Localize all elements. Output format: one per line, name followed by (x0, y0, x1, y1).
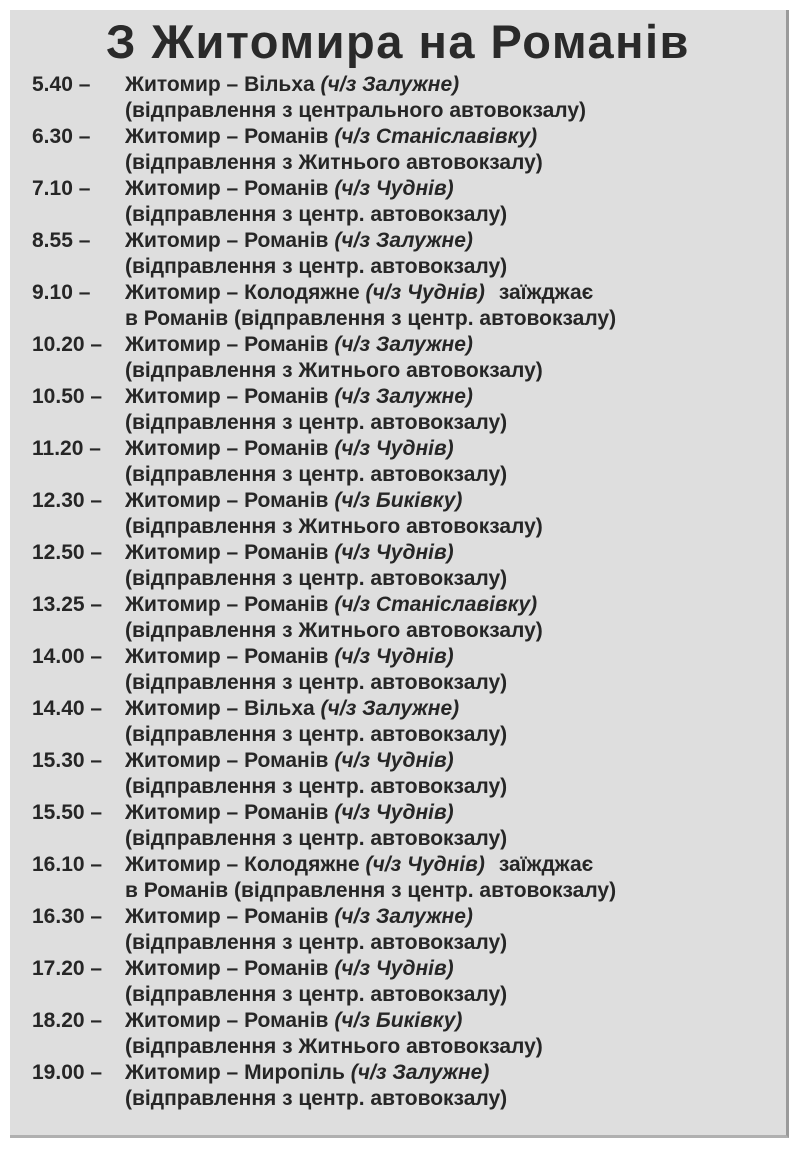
route-name: Житомир – Романів (125, 125, 329, 148)
departure-note: (відправлення з центрального автовокзалу) (125, 99, 587, 122)
departure-row (32, 956, 782, 1008)
route-name: Житомир – Колодяжне (125, 281, 360, 304)
departure-row (32, 644, 782, 696)
route-name: Житомир – Романів (125, 801, 329, 824)
route-line (125, 956, 454, 982)
route-via: (ч/з Залужне) (320, 73, 460, 96)
departure-row (32, 1060, 782, 1112)
departure-time: 16.10 – (32, 853, 103, 876)
departure-note: (відправлення з центр. автовокзалу) (125, 203, 508, 226)
route-via: (ч/з Залужне) (334, 905, 473, 928)
route-via: (ч/з Залужне) (334, 385, 473, 408)
departure-row (32, 280, 782, 332)
departure-note: (відправлення з Житнього автовокзалу) (125, 515, 543, 538)
departure-time: 7.10 – (32, 177, 91, 200)
route-line (125, 644, 454, 670)
departure-note: (відправлення з центр. автовокзалу) (125, 931, 508, 954)
route-line (125, 176, 454, 202)
route-line (125, 384, 473, 410)
route-via: (ч/з Залужне) (320, 697, 460, 720)
departure-note: (відправлення з центр. автовокзалу) (125, 463, 508, 486)
departure-time: 10.20 – (32, 333, 103, 356)
route-line (125, 904, 473, 930)
departure-note: (відправлення з центр. автовокзалу) (125, 1087, 508, 1110)
departure-note: в Романів (відправлення з центр. автовокзалу) (125, 879, 617, 902)
route-via: (ч/з Чуднів) (334, 541, 454, 564)
route-line (125, 332, 473, 358)
route-line (125, 852, 593, 878)
departure-note: (відправлення з центр. автовокзалу) (125, 411, 508, 434)
departure-row (32, 748, 782, 800)
departure-row (32, 488, 782, 540)
departure-time: 15.30 – (32, 749, 103, 772)
departure-time: 12.30 – (32, 489, 103, 512)
route-via: (ч/з Чуднів) (365, 281, 485, 304)
departure-time: 18.20 – (32, 1009, 103, 1032)
departure-note: в Романів (відправлення з центр. автовокзалу) (125, 307, 617, 330)
departure-time: 6.30 – (32, 125, 91, 148)
route-line (125, 72, 459, 98)
route-via: (ч/з Чуднів) (334, 957, 454, 980)
route-name: Житомир – Вільха (125, 697, 315, 720)
route-line (125, 228, 473, 254)
route-line (125, 124, 537, 150)
departure-row (32, 904, 782, 956)
route-name: Житомир – Колодяжне (125, 853, 360, 876)
departure-time: 14.40 – (32, 697, 103, 720)
route-name: Житомир – Миропіль (125, 1061, 345, 1084)
departure-row (32, 228, 782, 280)
route-line (125, 540, 454, 566)
route-line (125, 696, 459, 722)
departure-note: (відправлення з Житнього автовокзалу) (125, 359, 543, 382)
route-line (125, 1008, 462, 1034)
route-via: (ч/з Залужне) (334, 333, 473, 356)
departure-row (32, 800, 782, 852)
route-line (125, 592, 537, 618)
departure-note: (відправлення з центр. автовокзалу) (125, 775, 508, 798)
route-name: Житомир – Вільха (125, 73, 315, 96)
route-name: Житомир – Романів (125, 489, 329, 512)
departure-time: 15.50 – (32, 801, 103, 824)
route-extra: заїжджає (498, 281, 594, 304)
departure-note: (відправлення з центр. автовокзалу) (125, 255, 508, 278)
route-via: (ч/з Чуднів) (334, 801, 454, 824)
departure-row (32, 696, 782, 748)
departure-row (32, 176, 782, 228)
route-via: (ч/з Чуднів) (334, 645, 454, 668)
route-name: Житомир – Романів (125, 593, 329, 616)
departure-time: 17.20 – (32, 957, 103, 980)
departure-time: 9.10 – (32, 281, 91, 304)
departure-note: (відправлення з центр. автовокзалу) (125, 567, 508, 590)
schedule-sheet (10, 10, 789, 1138)
departure-row (32, 852, 782, 904)
departure-time: 10.50 – (32, 385, 103, 408)
departure-time: 16.30 – (32, 905, 103, 928)
route-via: (ч/з Станіславівку) (334, 593, 538, 616)
route-line (125, 1060, 489, 1086)
departure-note: (відправлення з центр. автовокзалу) (125, 983, 508, 1006)
route-name: Житомир – Романів (125, 385, 329, 408)
route-via: (ч/з Чуднів) (334, 749, 454, 772)
route-name: Житомир – Романів (125, 905, 329, 928)
route-line (125, 748, 454, 774)
departure-row (32, 540, 782, 592)
route-line (125, 280, 593, 306)
departure-note: (відправлення з центр. автовокзалу) (125, 723, 508, 746)
departure-row (32, 436, 782, 488)
departure-row (32, 124, 782, 176)
route-via: (ч/з Чуднів) (334, 437, 454, 460)
route-via: (ч/з Чуднів) (365, 853, 485, 876)
departure-note: (відправлення з Житнього автовокзалу) (125, 1035, 543, 1058)
route-line (125, 436, 454, 462)
route-name: Житомир – Романів (125, 1009, 329, 1032)
departure-note: (відправлення з центр. автовокзалу) (125, 671, 508, 694)
route-via: (ч/з Биківку) (334, 489, 463, 512)
route-name: Житомир – Романів (125, 437, 329, 460)
departure-time: 19.00 – (32, 1061, 103, 1084)
route-via: (ч/з Чуднів) (334, 177, 454, 200)
departure-note: (відправлення з центр. автовокзалу) (125, 827, 508, 850)
departure-row (32, 1008, 782, 1060)
departure-row (32, 332, 782, 384)
departure-time: 14.00 – (32, 645, 103, 668)
route-name: Житомир – Романів (125, 749, 329, 772)
departure-list (32, 72, 782, 1112)
route-name: Житомир – Романів (125, 957, 329, 980)
departure-time: 11.20 – (32, 437, 101, 460)
route-name: Житомир – Романів (125, 177, 329, 200)
route-via: (ч/з Залужне) (334, 229, 473, 252)
departure-row (32, 384, 782, 436)
route-name: Житомир – Романів (125, 333, 329, 356)
departure-note: (відправлення з Житнього автовокзалу) (125, 619, 543, 642)
page-title: З Житомира на Романів (106, 15, 690, 68)
route-extra: заїжджає (498, 853, 594, 876)
route-name: Житомир – Романів (125, 645, 329, 668)
route-name: Житомир – Романів (125, 541, 329, 564)
departure-time: 5.40 – (32, 73, 91, 96)
route-via: (ч/з Станіславівку) (334, 125, 538, 148)
departure-time: 12.50 – (32, 541, 103, 564)
departure-time: 8.55 – (32, 229, 91, 252)
route-line (125, 488, 462, 514)
departure-time: 13.25 – (32, 593, 103, 616)
departure-row (32, 592, 782, 644)
departure-note: (відправлення з Житнього автовокзалу) (125, 151, 543, 174)
route-via: (ч/з Залужне) (350, 1061, 490, 1084)
route-name: Житомир – Романів (125, 229, 329, 252)
route-via: (ч/з Биківку) (334, 1009, 463, 1032)
route-line (125, 800, 454, 826)
departure-row (32, 72, 782, 124)
